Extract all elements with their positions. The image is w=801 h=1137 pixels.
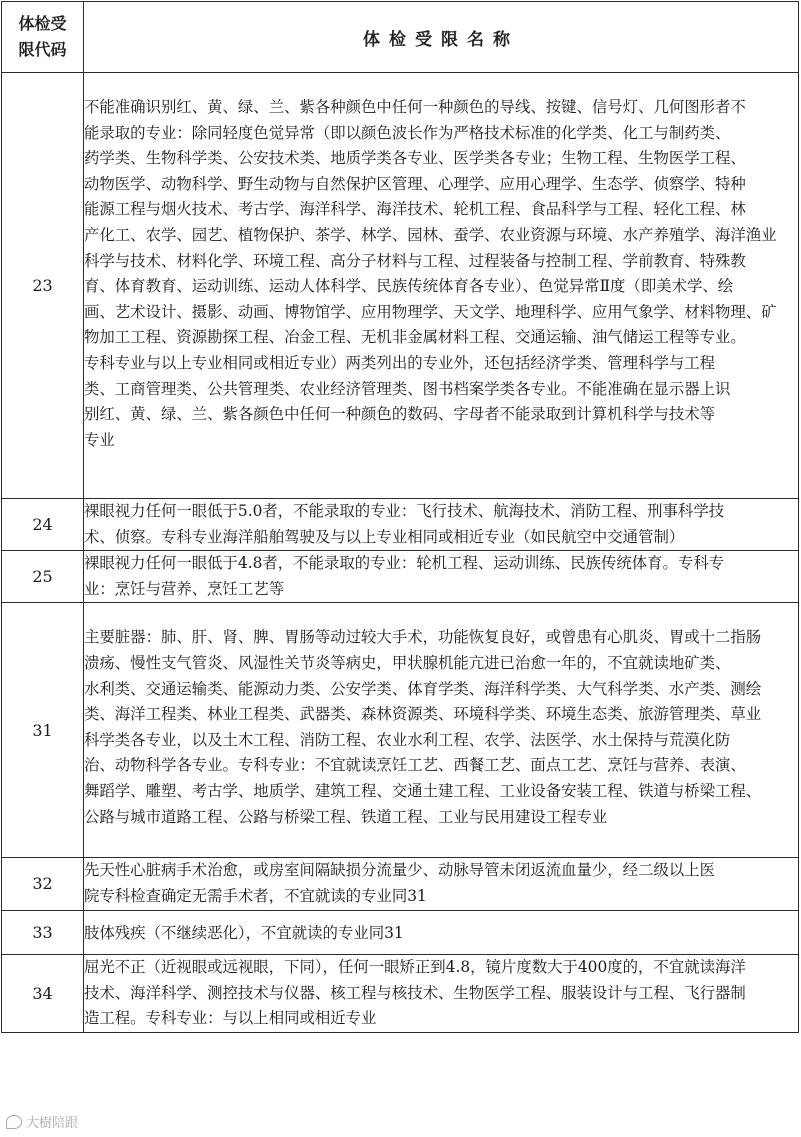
table-row bbox=[2, 910, 799, 955]
description-line: 舞蹈学、雕塑、考古学、地质学、建筑工程、交通土建工程、工业设备安装工程、铁道与桥梁工程、 bbox=[84, 781, 762, 800]
restriction-description bbox=[84, 858, 799, 910]
description-line: 药学类、生物科学类、公安技术类、地质学类各专业、医学类各专业；生物工程、生物医学工程、 bbox=[84, 149, 746, 168]
table-row bbox=[2, 603, 799, 858]
restriction-description bbox=[84, 551, 799, 603]
table-header-row bbox=[2, 2, 799, 73]
description-line: 裸眼视力任何一眼低于5.0者，不能录取的专业：飞行技术、航海技术、消防工程、刑事科学技 bbox=[84, 502, 725, 520]
table-row bbox=[2, 551, 799, 603]
watermark-text: 大樹陪跟 bbox=[26, 1116, 79, 1131]
restriction-code: 31 bbox=[2, 603, 84, 858]
restriction-description bbox=[84, 955, 799, 1033]
description-line: 水利类、交通运输类、能源动力类、公安学类、体育学类、海洋科学类、大气科学类、水产类、测绘 bbox=[84, 679, 762, 698]
name-column-header: 体检受限名称 bbox=[84, 2, 799, 73]
description-line: 主要脏器：肺、肝、肾、脾、胃肠等动过较大手术，功能恢复良好，或曾患有心肌炎、胃或十二指肠 bbox=[84, 628, 762, 647]
description-line: 专科专业与以上专业相同或相近专业）两类列出的专业外，还包括经济学类、管理科学与工程 bbox=[84, 353, 716, 372]
table-row bbox=[2, 858, 799, 910]
restriction-code: 23 bbox=[2, 73, 84, 499]
description-line: 屈光不正（近视眼或远视眼，下同），任何一眼矫正到4.8，镜片度数大于400度的，不宜就读海洋 bbox=[84, 958, 746, 977]
code-header-line-2: 限代码 bbox=[18, 40, 67, 59]
description-line: 类、海洋工程类、林业工程类、武器类、森林资源类、环境科学类、环境生态类、旅游管理类、草业 bbox=[84, 705, 762, 724]
restriction-description bbox=[84, 499, 799, 551]
description-line: 公路与城市道路工程、公路与桥梁工程、铁道工程、工业与民用建设工程专业 bbox=[84, 807, 608, 826]
restriction-description bbox=[84, 73, 799, 499]
table-row bbox=[2, 955, 799, 1033]
table-row bbox=[2, 499, 799, 551]
description-line: 画、艺术设计、摄影、动画、博物馆学、应用物理学、天文学、地理科学、应用气象学、材料物理、矿 bbox=[84, 302, 777, 321]
description-line: 类、工商管理类、公共管理类、农业经济管理类、图书档案学类各专业。不能准确在显示器上识 bbox=[84, 379, 731, 398]
description-line: 物加工工程、资源勘探工程、冶金工程、无机非金属材料工程、交通运输、油气储运工程等专业。 bbox=[84, 328, 746, 347]
description-line: 溃疡、慢性支气管炎、风湿性关节炎等病史，甲状腺机能亢进已治愈一年的，不宜就读地矿类、 bbox=[84, 653, 731, 672]
restriction-code: 33 bbox=[2, 910, 84, 955]
restriction-code: 32 bbox=[2, 858, 84, 910]
code-header-line-1: 体检受 bbox=[18, 14, 67, 33]
restriction-description bbox=[84, 603, 799, 858]
description-line: 治、动物科学各专业。专科专业：不宜就读烹饪工艺、西餐工艺、面点工艺、烹饪与营养、表演、 bbox=[84, 756, 746, 775]
chat-bubble-icon bbox=[6, 1115, 22, 1129]
description-line: 肢体残疾（不继续恶化），不宜就读的专业同31 bbox=[84, 923, 404, 942]
restriction-table bbox=[1, 1, 799, 1033]
restriction-code: 34 bbox=[2, 955, 84, 1033]
watermark bbox=[6, 1112, 78, 1131]
description-line: 育、体育教育、运动训练、运动人体科学、民族传统体育各专业）、色觉异常Ⅱ度（即美术学、绘 bbox=[84, 277, 734, 296]
description-line: 科学与技术、材料化学、环境工程、高分子材料与工程、过程装备与控制工程、学前教育、特殊教 bbox=[84, 251, 746, 270]
description-line: 产化工、农学、园艺、植物保护、茶学、林学、园林、蚕学、农业资源与环境、水产养殖学、海洋渔业 bbox=[84, 225, 777, 244]
description-line: 别红、黄、绿、兰、紫各颜色中任何一种颜色的数码、字母者不能录取到计算机科学与技术等 bbox=[84, 405, 716, 424]
description-line: 造工程。专科专业：与以上相同或相近专业 bbox=[84, 1009, 377, 1028]
description-line: 术、侦察。专科专业海洋船舶驾驶及与以上专业相同或相近专业（如民航空中交通管制） bbox=[84, 527, 685, 546]
restriction-code: 24 bbox=[2, 499, 84, 551]
description-line: 专业 bbox=[84, 430, 115, 449]
description-line: 院专科检查确定无需手术者，不宜就读的专业同31 bbox=[84, 886, 427, 905]
description-line: 动物医学、动物科学、野生动物与自然保护区管理、心理学、应用心理学、生态学、侦察学、特种 bbox=[84, 174, 746, 193]
description-line: 裸眼视力任何一眼低于4.8者，不能录取的专业：轮机工程、运动训练、民族传统体育。专科专 bbox=[84, 554, 725, 573]
restriction-code: 25 bbox=[2, 551, 84, 603]
code-column-header bbox=[2, 2, 84, 73]
description-line: 不能准确识别红、黄、绿、兰、紫各种颜色中任何一种颜色的导线、按键、信号灯、几何图形者不 bbox=[84, 98, 746, 116]
description-line: 技术、海洋科学、测控技术与仪器、核工程与核技术、生物医学工程、服装设计与工程、飞行器制 bbox=[84, 983, 746, 1002]
restriction-description bbox=[84, 910, 799, 955]
description-line: 能录取的专业：除同轻度色觉异常（即以颜色波长作为严格技术标准的化学类、化工与制药类、 bbox=[84, 123, 731, 142]
description-line: 能源工程与烟火技术、考古学、海洋科学、海洋技术、轮机工程、食品科学与工程、轻化工程、林 bbox=[84, 200, 746, 219]
description-line: 业：烹饪与营养、烹饪工艺等 bbox=[84, 579, 285, 598]
description-line: 先天性心脏病手术治愈，或房室间隔缺损分流量少、动脉导管未闭返流血量少，经二级以上医 bbox=[84, 861, 716, 880]
table-row bbox=[2, 73, 799, 499]
description-line: 科学类各专业，以及土木工程、消防工程、农业水利工程、农学、法医学、水土保持与荒漠化防 bbox=[84, 730, 731, 749]
table-body bbox=[2, 73, 799, 1033]
